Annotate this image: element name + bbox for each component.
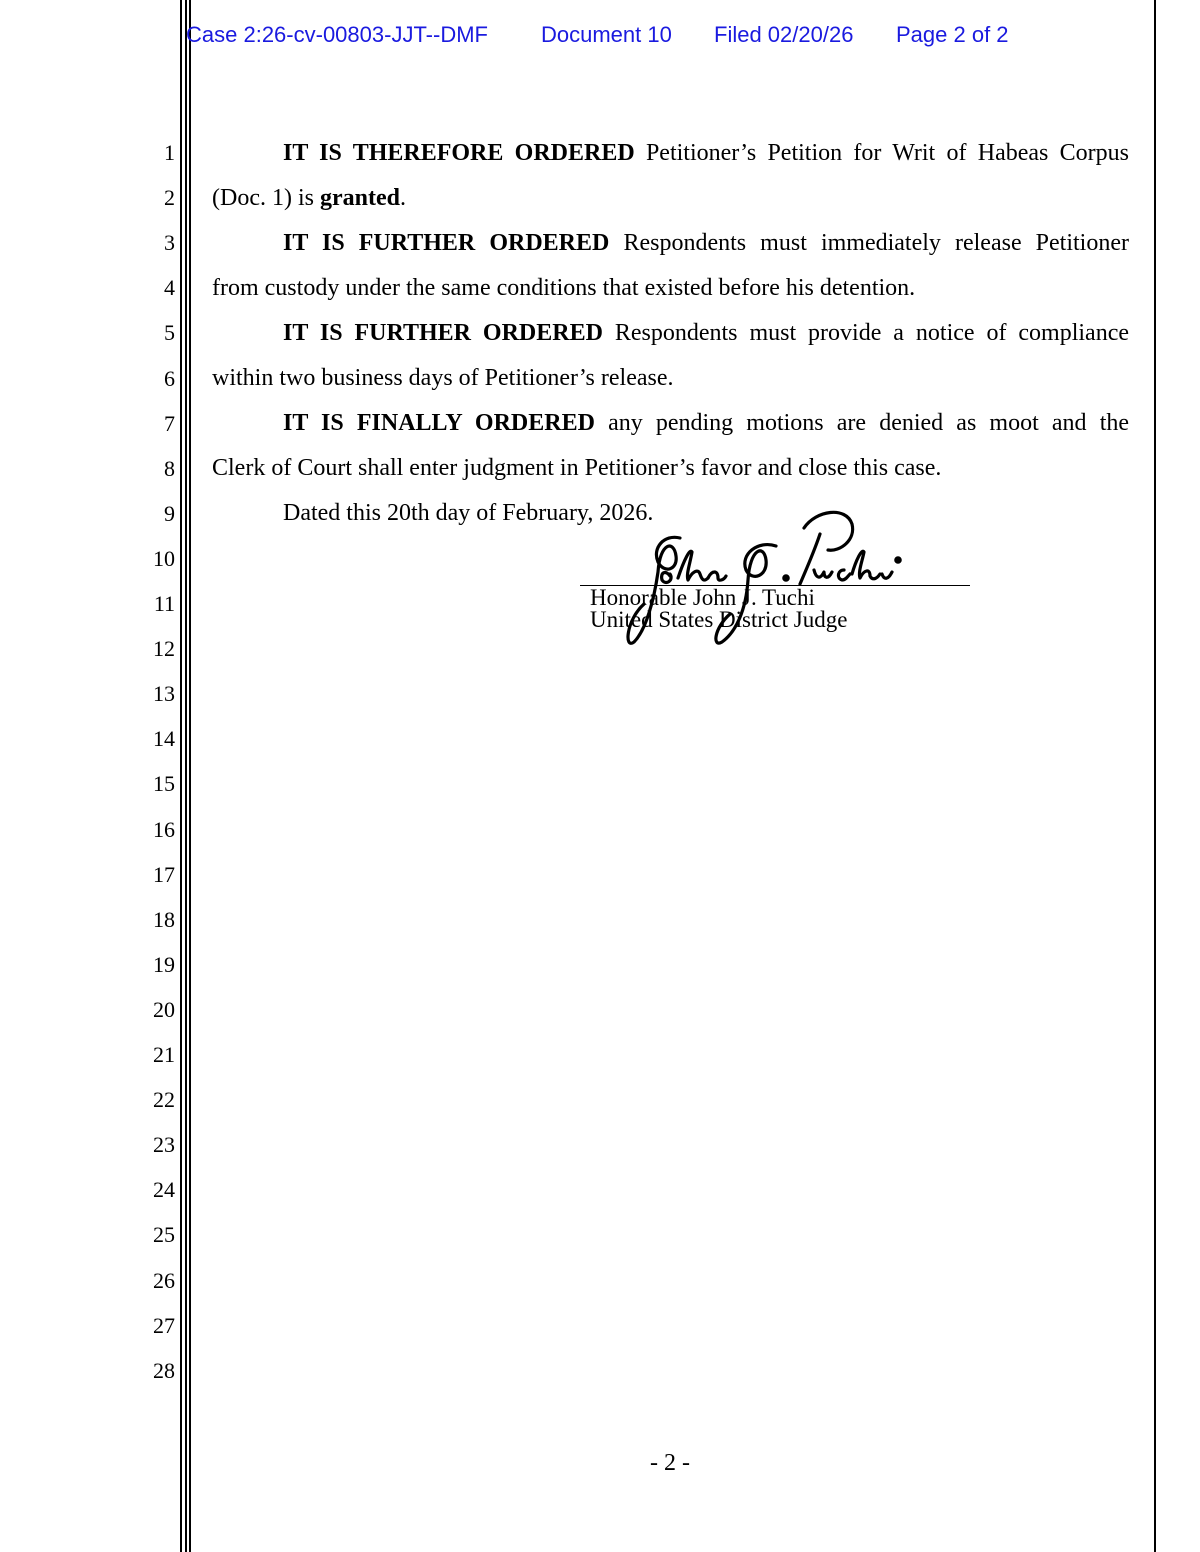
line-number: 1	[164, 140, 175, 165]
line-number: 19	[153, 951, 175, 977]
line-number: 10	[153, 545, 175, 571]
order-heading: IT IS FINALLY ORDERED	[283, 410, 595, 436]
left-margin-rule-outer	[180, 0, 182, 1552]
line-number: 4	[164, 275, 175, 301]
handwritten-signature	[600, 500, 920, 660]
order-line-4: from custody under the same conditions that existed before his detention.	[212, 275, 916, 301]
case-number: Case 2:26-cv-00803-JJT--DMF	[186, 22, 488, 47]
order-line-1: IT IS THEREFORE ORDERED Petitioner’s Petition for Writ of Habeas Corpus	[283, 140, 1129, 166]
line-number: 18	[153, 906, 175, 932]
document-number: Document 10	[541, 22, 672, 47]
line-number: 6	[164, 365, 175, 391]
page-of: Page 2 of 2	[896, 22, 1009, 47]
line-number: 11	[153, 591, 175, 616]
line-number: 5	[164, 320, 175, 346]
line-number: 9	[164, 500, 175, 526]
line-number: 3	[164, 230, 175, 256]
line-number: 12	[153, 636, 175, 662]
line-number: 8	[164, 455, 175, 481]
line-number: 17	[153, 861, 175, 887]
line-number: 26	[153, 1267, 175, 1293]
line-number: 27	[153, 1312, 175, 1338]
line-number: 14	[153, 726, 175, 752]
order-heading: IT IS FURTHER ORDERED	[283, 230, 610, 256]
line-number: 21	[153, 1042, 175, 1067]
judge-title: United States District Judge	[590, 607, 848, 632]
line-number: 23	[153, 1132, 175, 1158]
left-margin-rule-third	[189, 0, 191, 1552]
line-number: 16	[153, 816, 175, 842]
line-number: 7	[164, 410, 175, 436]
order-line-8: Clerk of Court shall enter judgment in Petitioner’s favor and close this case.	[212, 455, 942, 481]
order-heading: IT IS FURTHER ORDERED	[283, 320, 603, 346]
granted-word: granted	[319, 185, 400, 211]
order-line-2: (Doc. 1) is granted.	[212, 185, 406, 211]
order-heading: IT IS THEREFORE ORDERED	[283, 140, 635, 166]
order-line-7: IT IS FINALLY ORDERED any pending motions are denied as moot and the	[283, 410, 1130, 436]
order-line-5: IT IS FURTHER ORDERED Respondents must provide a notice of compliance	[283, 320, 1130, 346]
judge-name: Honorable John J. Tuchi	[590, 585, 815, 610]
line-number: 22	[153, 1087, 175, 1113]
order-line-3: IT IS FURTHER ORDERED Respondents must immediately release Petitioner	[283, 230, 1129, 256]
line-number: 13	[153, 681, 175, 707]
right-margin-rule	[1154, 0, 1156, 1552]
page-number: - 2 -	[650, 1450, 690, 1476]
filed-date: Filed 02/20/26	[714, 22, 854, 47]
line-number: 28	[153, 1357, 175, 1383]
left-margin-rule-inner	[185, 0, 187, 1552]
line-number: 24	[153, 1177, 175, 1203]
line-number: 25	[153, 1222, 175, 1248]
order-line-6: within two business days of Petitioner’s release.	[212, 365, 674, 391]
dated-line: Dated this 20th day of February, 2026.	[283, 500, 654, 526]
line-number: 20	[153, 996, 175, 1022]
line-number: 15	[153, 771, 175, 797]
line-number: 2	[164, 185, 175, 211]
